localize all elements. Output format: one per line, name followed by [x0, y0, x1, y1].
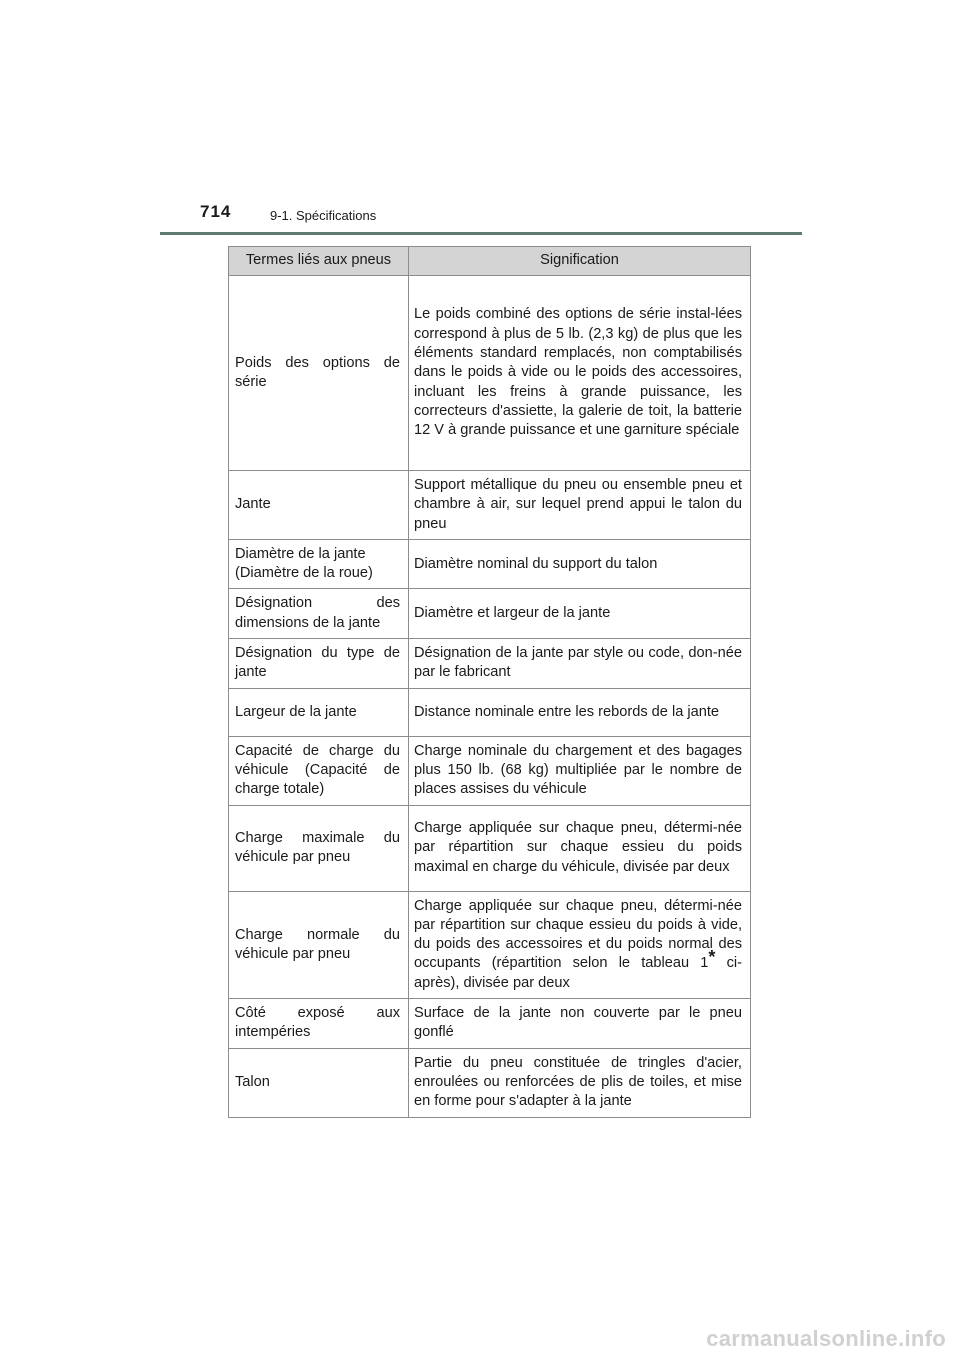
term-cell: Diamètre de la jante (Diamètre de la roue)	[229, 539, 409, 589]
term-cell: Désignation du type de jante	[229, 639, 409, 689]
meaning-cell: Désignation de la jante par style ou code, don-née par le fabricant	[409, 639, 751, 689]
term-cell: Jante	[229, 471, 409, 540]
term-cell: Poids des options de série	[229, 276, 409, 471]
table-row	[229, 805, 751, 891]
meaning-cell: Diamètre et largeur de la jante	[409, 589, 751, 639]
term-cell: Côté exposé aux intempéries	[229, 999, 409, 1049]
term-cell: Talon	[229, 1048, 409, 1117]
table-row	[229, 276, 751, 471]
table-row	[229, 891, 751, 998]
meaning-cell: Diamètre nominal du support du talon	[409, 539, 751, 589]
term-cell: Capacité de charge du véhicule (Capacité de charge totale)	[229, 736, 409, 805]
meaning-cell: Distance nominale entre les rebords de la jante	[409, 688, 751, 736]
meaning-cell: Charge nominale du chargement et des bagages plus 150 lb. (68 kg) multipliée par le nombre de places assises du véhicule	[409, 736, 751, 805]
table-row	[229, 639, 751, 689]
meaning-cell: Partie du pneu constituée de tringles d'acier, enroulées ou renforcées de plis de toiles, et mise en forme pour s'adapter à la jante	[409, 1048, 751, 1117]
section-title: 9-1. Spécifications	[270, 208, 377, 223]
term-cell: Charge maximale du véhicule par pneu	[229, 805, 409, 891]
meaning-cell: Le poids combiné des options de série instal-lées correspond à plus de 5 lb. (2,3 kg) de plus que les éléments standard remplacés, non comptabilisés dans le poids à vide ou le poids des accessoires, incluant les freins à grande puissance, les correcteurs d'assiette, la galerie de toit, la batterie 12 V à grande puissance et une garniture spéciale	[409, 276, 751, 471]
column-header-meaning: Signification	[409, 247, 751, 276]
table-row	[229, 1048, 751, 1117]
table-header-row	[229, 247, 751, 276]
term-cell: Charge normale du véhicule par pneu	[229, 891, 409, 998]
page-header	[160, 200, 802, 234]
table-row	[229, 688, 751, 736]
footnote-asterisk: *	[708, 947, 716, 968]
meaning-cell: Charge appliquée sur chaque pneu, détermi-née par répartition sur chaque essieu du poids maximal en charge du véhicule, divisée par deux	[409, 805, 751, 891]
meaning-cell: Charge appliquée sur chaque pneu, détermi-née par répartition sur chaque essieu du poids à vide, du poids des accessoires et du poids normal des occupants (répartition selon le tableau 1* ci-après), divisée par deux	[409, 891, 751, 998]
tire-terms-table	[228, 246, 751, 1118]
term-cell: Largeur de la jante	[229, 688, 409, 736]
watermark: carmanualsonline.info	[706, 1326, 946, 1351]
term-cell: Désignation des dimensions de la jante	[229, 589, 409, 639]
page-number: 714	[200, 202, 232, 221]
table-row	[229, 589, 751, 639]
column-header-term: Termes liés aux pneus	[229, 247, 409, 276]
table-row	[229, 471, 751, 540]
meaning-cell: Surface de la jante non couverte par le pneu gonflé	[409, 999, 751, 1049]
meaning-cell: Support métallique du pneu ou ensemble pneu et chambre à air, sur lequel prend appui le talon du pneu	[409, 471, 751, 540]
table-row	[229, 999, 751, 1049]
table-row	[229, 736, 751, 805]
header-rule	[160, 232, 802, 235]
table-row	[229, 539, 751, 589]
